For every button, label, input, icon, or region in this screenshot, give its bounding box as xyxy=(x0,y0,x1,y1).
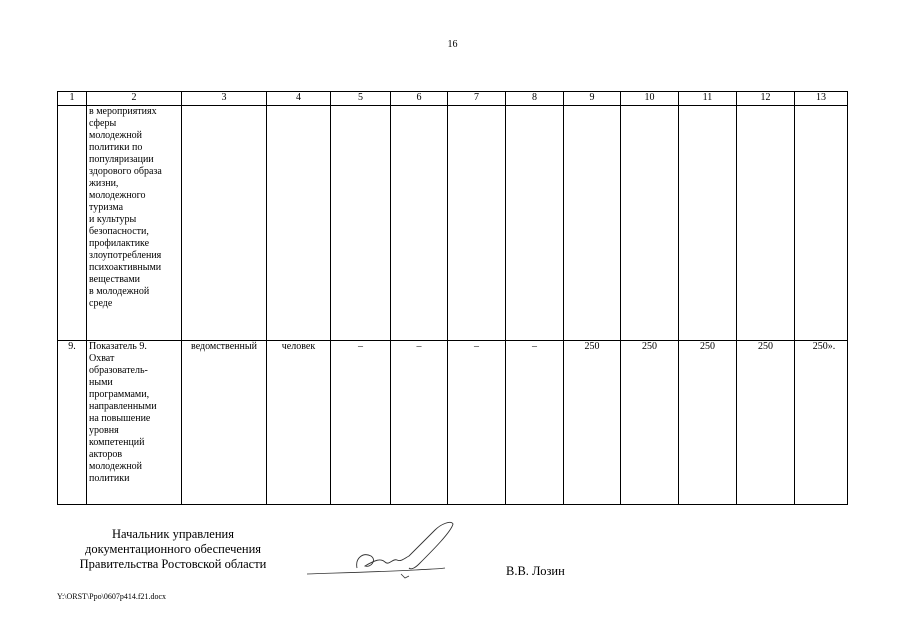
cell-text-line: на повышение xyxy=(89,413,151,424)
cell-name xyxy=(87,341,182,505)
cell-empty xyxy=(564,106,621,341)
cell-value: 250 xyxy=(679,341,737,505)
cell-text-line: молодежной xyxy=(89,130,143,141)
column-header: 6 xyxy=(391,92,448,106)
cell-text-line: жизни, xyxy=(89,178,119,189)
column-header: 2 xyxy=(87,92,182,106)
cell-empty xyxy=(182,106,267,341)
column-header: 1 xyxy=(58,92,87,106)
cell-text-line: в мероприятиях xyxy=(89,106,157,117)
cell-value: – xyxy=(391,341,448,505)
signatory-title xyxy=(57,527,289,572)
cell-text-line: молодежной xyxy=(89,461,143,472)
cell-text-line: программами, xyxy=(89,389,150,400)
cell-text-line: Охват xyxy=(89,353,115,364)
cell-text-line: безопасности, xyxy=(89,226,149,237)
cell-text-line: политики по xyxy=(89,142,143,153)
cell-empty xyxy=(391,106,448,341)
column-header: 7 xyxy=(448,92,506,106)
cell-text-line: направленными xyxy=(89,401,157,412)
cell-text-line: компетенций xyxy=(89,437,145,448)
cell-text-line: профилактике xyxy=(89,238,150,249)
cell-text-line: популяризации xyxy=(89,154,154,165)
column-header: 4 xyxy=(267,92,331,106)
cell-number xyxy=(58,106,87,341)
cell-text-line: акторов xyxy=(89,449,123,460)
cell-empty xyxy=(448,106,506,341)
cell-text-line: в молодежной xyxy=(89,286,150,297)
cell-empty xyxy=(679,106,737,341)
cell-number: 9. xyxy=(58,341,87,505)
cell-text-line: и культуры xyxy=(89,214,137,225)
signatory-name: В.В. Лозин xyxy=(506,564,565,578)
page-number: 16 xyxy=(447,39,458,50)
cell-empty xyxy=(267,106,331,341)
cell-value: – xyxy=(331,341,391,505)
cell-text-line: сферы xyxy=(89,118,117,129)
header-row xyxy=(58,92,848,106)
cell-source: ведомственный xyxy=(182,341,267,505)
cell-name xyxy=(87,106,182,341)
cell-text-line: туризма xyxy=(89,202,124,213)
cell-text-line: Показатель 9. xyxy=(89,341,147,352)
cell-empty xyxy=(737,106,795,341)
cell-text-line: молодежного xyxy=(89,190,146,201)
cell-value: 250 xyxy=(621,341,679,505)
signatory-title-line: документационного обеспечения xyxy=(84,542,262,556)
column-header: 12 xyxy=(737,92,795,106)
column-header: 3 xyxy=(182,92,267,106)
signatory-title-line: Начальник управления xyxy=(112,527,234,541)
cell-unit: человек xyxy=(267,341,331,505)
column-header: 13 xyxy=(795,92,848,106)
cell-empty xyxy=(795,106,848,341)
column-header: 5 xyxy=(331,92,391,106)
cell-text-line: психоактивными xyxy=(89,262,162,273)
table-row-continuation xyxy=(58,106,848,341)
signatory-title-line: Правительства Ростовской области xyxy=(79,557,267,571)
column-header: 11 xyxy=(679,92,737,106)
cell-value: – xyxy=(448,341,506,505)
column-header: 8 xyxy=(506,92,564,106)
column-header: 10 xyxy=(621,92,679,106)
handwritten-signature xyxy=(305,518,465,584)
cell-value: 250 xyxy=(564,341,621,505)
cell-value: – xyxy=(506,341,564,505)
cell-value: 250 xyxy=(737,341,795,505)
cell-value: 250». xyxy=(795,341,848,505)
cell-text-line: политики xyxy=(89,473,130,484)
cell-text-line: ными xyxy=(89,377,113,388)
cell-text-line: среде xyxy=(89,298,113,309)
cell-empty xyxy=(621,106,679,341)
table-row-indicator-9 xyxy=(58,341,848,505)
cell-text-line: веществами xyxy=(89,274,141,285)
cell-text-line: уровня xyxy=(89,425,119,436)
cell-text-line: образователь- xyxy=(89,365,148,376)
cell-text-line: здорового образа xyxy=(89,166,162,177)
file-path: Y:\ORST\Ppo\0607p414.f21.docx xyxy=(57,592,167,601)
cell-empty xyxy=(331,106,391,341)
indicators-table xyxy=(57,91,848,505)
column-header: 9 xyxy=(564,92,621,106)
cell-text-line: злоупотребления xyxy=(89,250,162,261)
cell-empty xyxy=(506,106,564,341)
